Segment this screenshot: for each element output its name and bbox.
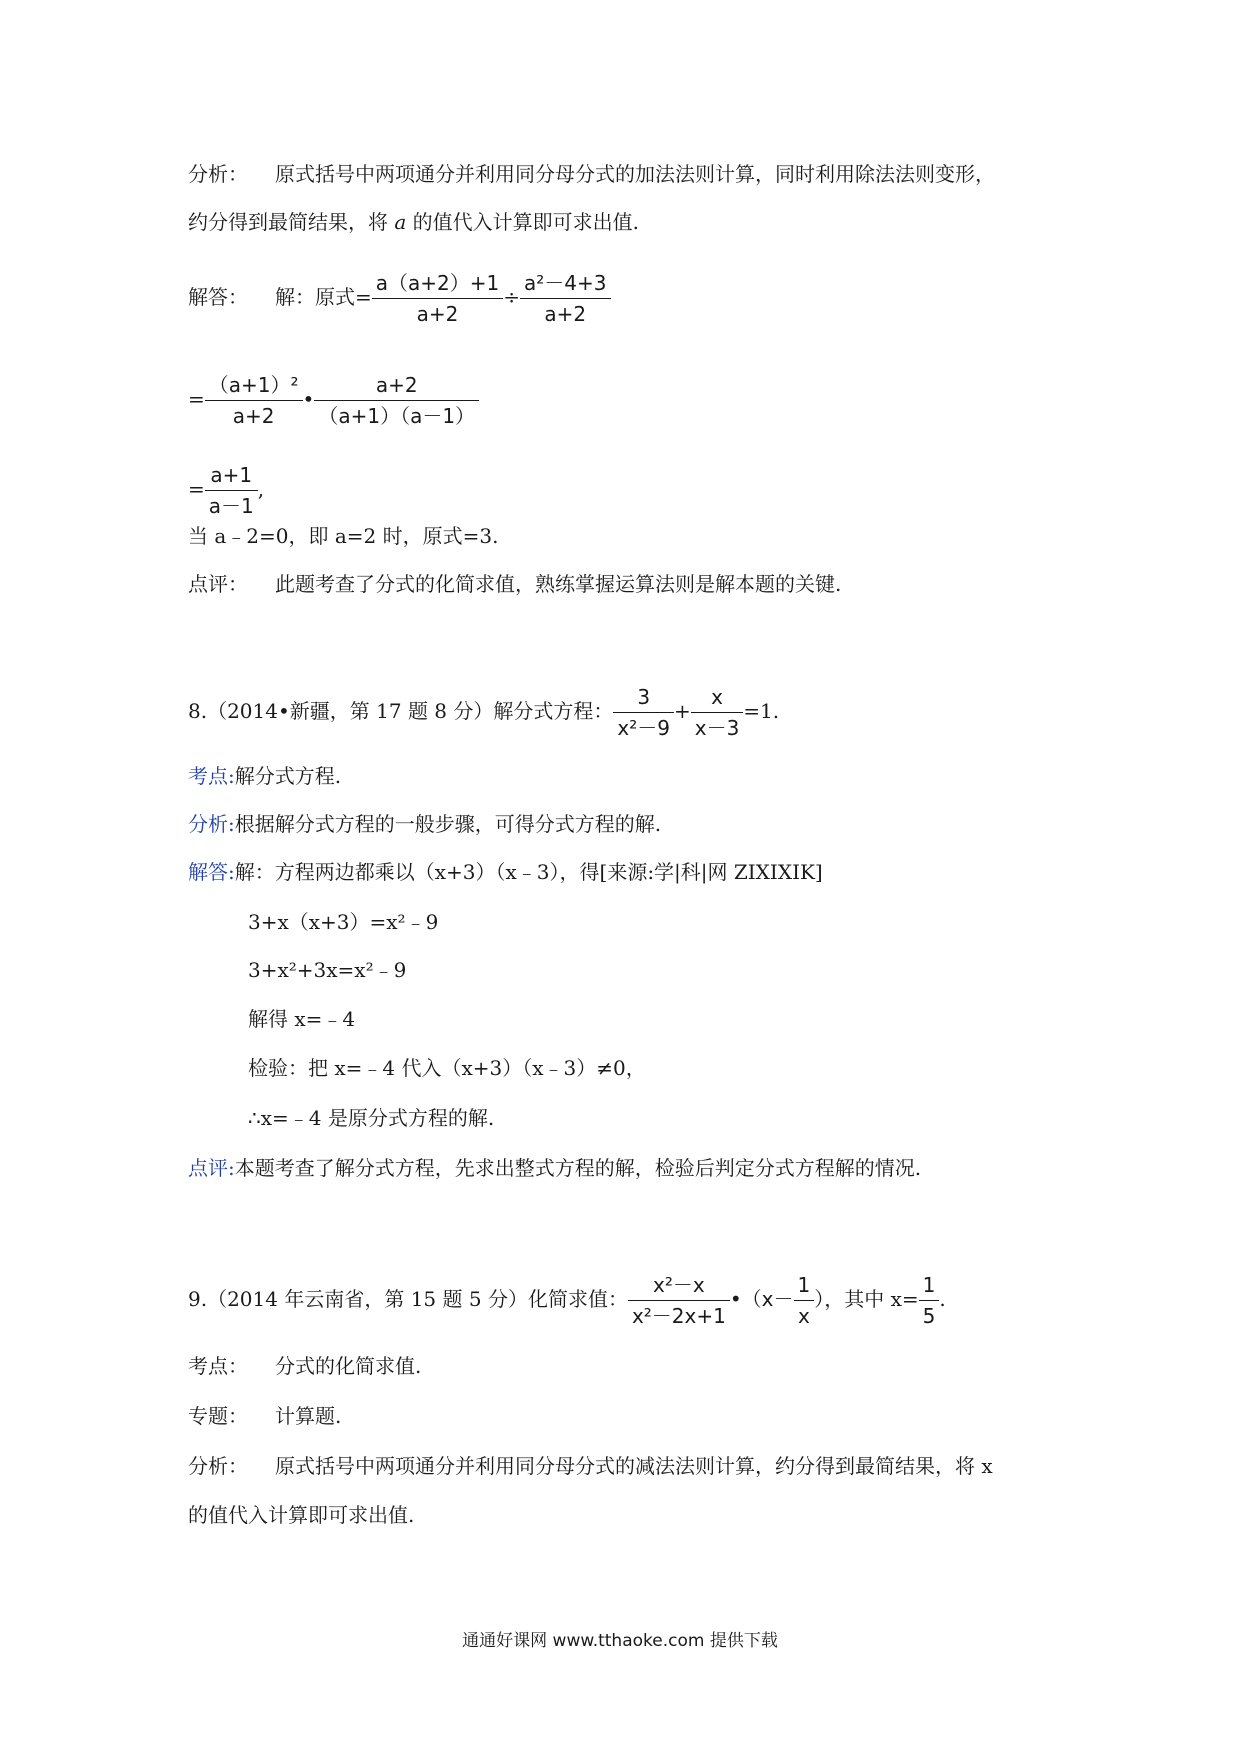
denominator: 5: [922, 1304, 936, 1328]
p9-analysis-line2: 的值代入计算即可求出值.: [188, 1503, 415, 1527]
answer-label: 解答:: [188, 860, 235, 884]
comment-text: 本题考查了解分式方程，先求出整式方程的解，检验后判定分式方程解的情况.: [234, 1156, 922, 1180]
numerator: a（a+2）+1: [372, 268, 503, 299]
fraction: [205, 460, 258, 521]
kaodian-text: 分式的化简求值.: [275, 1354, 422, 1378]
fraction: [691, 682, 744, 743]
equals-sign: =: [188, 477, 205, 501]
question-suffix: =1.: [743, 699, 780, 723]
variable-a: a: [394, 210, 407, 234]
analysis-text: 根据解分式方程的一般步骤，可得分式方程的解.: [234, 812, 662, 836]
answer-text: 解：方程两边都乘以（x+3）（x﹣3），得[来源:学|科|网 ZIXIXIK]: [234, 860, 823, 884]
fraction: [520, 268, 610, 329]
p7-analysis-line2: [188, 208, 639, 236]
denominator: x－3: [694, 716, 740, 740]
p8-step5: ∴x=﹣4 是原分式方程的解.: [248, 1106, 495, 1130]
fraction: [372, 268, 503, 329]
p9-kaodian-line: [188, 1352, 421, 1380]
p9-question: [188, 1270, 946, 1331]
analysis-text: 的值代入计算即可求出值.: [406, 210, 640, 234]
comment-label: 点评:: [188, 1156, 235, 1180]
question-text: 9.（2014 年云南省，第 15 题 5 分）化简求值：: [188, 1287, 628, 1311]
plus-sign: +: [673, 699, 691, 723]
kaodian-text: 解分式方程.: [234, 764, 342, 788]
p8-kaodian-line: [188, 762, 341, 790]
p7-step2: [188, 370, 479, 431]
denominator: x²－2x+1: [631, 1304, 726, 1328]
fraction: [314, 370, 479, 431]
p8-question: [188, 682, 779, 743]
p8-answer-line: [188, 858, 823, 886]
numerator: 1: [919, 1270, 940, 1301]
p7-comment-line: [188, 570, 841, 598]
p7-analysis-line1: [188, 160, 995, 188]
comma: ,: [257, 477, 265, 501]
equals-sign: =: [188, 387, 205, 411]
answer-label: 解答：: [188, 285, 248, 309]
analysis-label: 分析：: [188, 1454, 248, 1478]
numerator: x: [691, 682, 744, 713]
multiply-dot: •: [302, 387, 315, 411]
numerator: 3: [613, 682, 674, 713]
denominator: a+2: [544, 302, 587, 326]
kaodian-label: 考点:: [188, 764, 235, 788]
p9-analysis-line1: [188, 1452, 993, 1480]
analysis-label: 分析:: [188, 812, 235, 836]
numerator: （a+1）²: [205, 370, 303, 401]
p8-analysis-line: [188, 810, 661, 838]
denominator: x: [797, 1304, 810, 1328]
p8-step3: 解得 x=﹣4: [248, 1007, 356, 1031]
p7-step3: [188, 460, 264, 521]
p8-comment-line: [188, 1154, 921, 1182]
p7-answer-line: [188, 268, 611, 329]
comment-text: 此题考查了分式的化简求值，熟练掌握运算法则是解本题的关键.: [275, 572, 842, 596]
zhuanti-text: 计算题.: [275, 1404, 342, 1428]
fraction: [205, 370, 303, 431]
period: .: [939, 1287, 946, 1311]
p8-step4: 检验：把 x=﹣4 代入（x+3）（x﹣3）≠0，: [248, 1056, 646, 1080]
multiply-paren: •（x－: [729, 1287, 794, 1311]
fraction: [919, 1270, 940, 1331]
divide-sign: ÷: [503, 285, 521, 309]
analysis-text: 原式括号中两项通分并利用同分母分式的减法法则计算，约分得到最简结果，将 x: [275, 1454, 993, 1478]
answer-prefix: 解：原式=: [275, 285, 372, 309]
analysis-text: 原式括号中两项通分并利用同分母分式的加法法则计算，同时利用除法法则变形，: [275, 162, 995, 186]
question-mid: ），其中 x=: [814, 1287, 919, 1311]
numerator: 1: [794, 1270, 815, 1301]
zhuanti-label: 专题：: [188, 1404, 248, 1428]
p9-zhuanti-line: [188, 1402, 341, 1430]
question-text: 8.（2014•新疆，第 17 题 8 分）解分式方程：: [188, 699, 614, 723]
numerator: x²－x: [628, 1270, 730, 1301]
numerator: a+1: [205, 460, 258, 491]
denominator: x²－9: [617, 716, 670, 740]
denominator: （a+1）（a－1）: [318, 404, 476, 428]
denominator: a－1: [208, 494, 254, 518]
numerator: a+2: [314, 370, 479, 401]
analysis-text: 约分得到最简结果，将: [188, 210, 395, 234]
denominator: a+2: [416, 302, 459, 326]
kaodian-label: 考点：: [188, 1354, 248, 1378]
numerator: a²－4+3: [520, 268, 610, 299]
fraction: [628, 1270, 730, 1331]
analysis-label: 分析：: [188, 162, 248, 186]
fraction: [794, 1270, 815, 1331]
fraction: [613, 682, 674, 743]
denominator: a+2: [232, 404, 275, 428]
p8-step1: 3+x（x+3）=x²﹣9: [248, 910, 439, 934]
page-footer: 通通好课网 www.tthaoke.com 提供下载: [462, 1631, 778, 1651]
p8-step2: 3+x²+3x=x²﹣9: [248, 958, 407, 982]
comment-label: 点评：: [188, 572, 248, 596]
p7-when-line: 当 a﹣2=0，即 a=2 时，原式=3.: [188, 524, 499, 548]
